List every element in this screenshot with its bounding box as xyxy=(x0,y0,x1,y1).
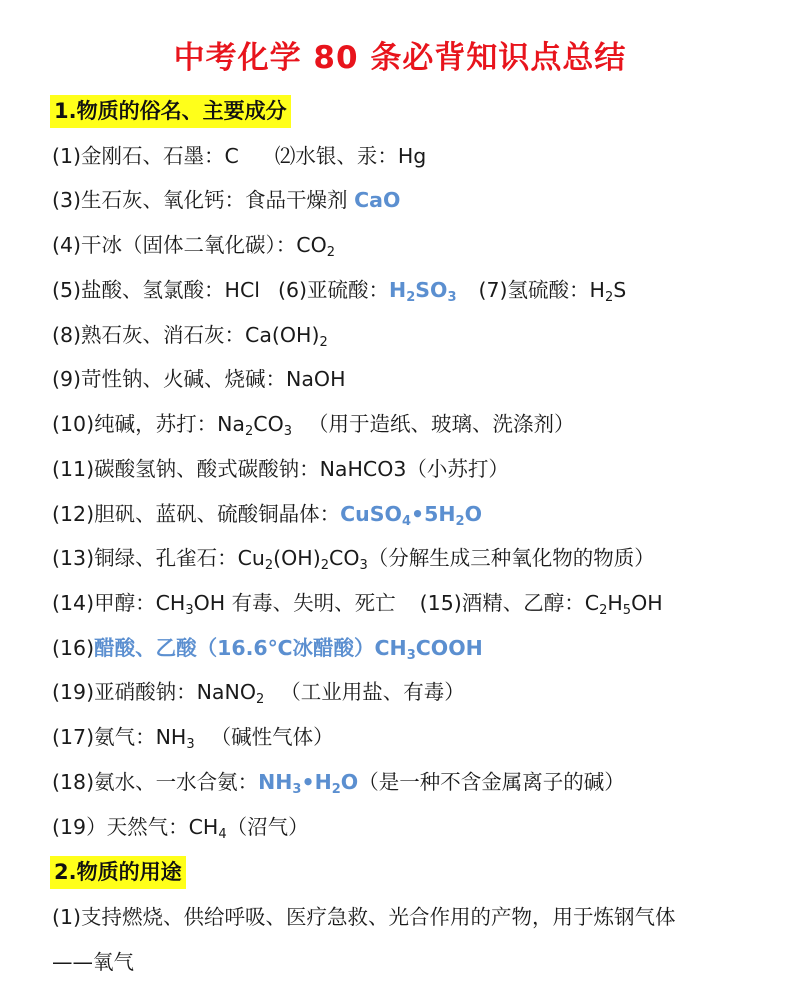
list-item xyxy=(52,454,509,484)
item-text: (17)氨气：NH xyxy=(52,725,187,749)
formula-highlight: CaO xyxy=(354,188,401,212)
list-item: (14)甲醇：$CH_3OH$ 有毒、失明、死亡 (15)酒精、乙醇：$C_2H_5OH$ xyxy=(52,591,663,618)
list-item: (19）天然气：$CH_4$（沼气） xyxy=(52,815,309,842)
list-item xyxy=(52,767,625,797)
formula-highlight: $H_2SO_3$ xyxy=(389,278,457,305)
item-text: (4)干冰（固体二氧化碳）：CO xyxy=(52,233,327,257)
formula-highlight: 醋酸、乙酸（16.6℃冰醋酸）$CH_3COOH$ xyxy=(94,636,483,663)
item-text: (9)苛性钠、火碱、烧碱：NaOH xyxy=(52,367,346,391)
list-item: (17)氨气：$NH_3$ （碱性气体） xyxy=(52,725,334,752)
list-item xyxy=(52,185,400,215)
item-text: (18)氨水、一水合氨： xyxy=(52,770,259,794)
page-title: 中考化学 80 条必背知识点总结 xyxy=(173,40,627,76)
item-text: (1)支持燃烧、供给呼吸、医疗急救、光合作用的产物，用于炼钢气体 xyxy=(52,905,676,929)
item-text: (14)甲醇：CH xyxy=(52,591,186,615)
list-item xyxy=(52,633,483,663)
list-item: (4)干冰（固体二氧化碳）：$CO_2$ xyxy=(52,233,336,260)
formula-highlight: $NH_3•H_2O$ xyxy=(258,770,359,797)
item-text: (7)氢硫酸：H xyxy=(478,278,605,302)
item-text: (6)亚硫酸： xyxy=(277,278,390,302)
item-text: (1)金刚石、石墨：C xyxy=(52,144,239,168)
item-text: (15)酒精、乙醇：C xyxy=(419,591,600,615)
item-text: ——氧气 xyxy=(52,950,134,974)
item-note: （分解生成三种氧化物的物质） xyxy=(367,546,655,570)
item-text: (5)盐酸、氢氯酸：HCl xyxy=(52,278,260,302)
item-text: ⑵水银、汞：Hg xyxy=(274,144,427,168)
list-item xyxy=(52,141,426,171)
list-item: (10)纯碱，苏打：$Na_2CO_3$ （用于造纸、玻璃、洗涤剂） xyxy=(52,412,575,439)
item-text: (10)纯碱，苏打：Na xyxy=(52,412,245,436)
item-text: (11)碳酸氢钠、酸式碳酸钠：NaHCO3（小苏打） xyxy=(52,457,509,481)
item-text: (3)生石灰、氧化钙：食品干燥剂 xyxy=(52,188,355,212)
item-text: (19)亚硝酸钠：NaNO xyxy=(52,680,256,704)
section-heading-common-names: 1.物质的俗名、主要成分 xyxy=(50,95,291,128)
item-note: （用于造纸、玻璃、洗涤剂） xyxy=(308,412,575,436)
item-text: (12)胆矾、蓝矾、硫酸铜晶体： xyxy=(52,502,341,526)
list-item xyxy=(52,364,346,394)
item-text: (19）天然气：CH xyxy=(52,815,219,839)
section-heading-uses: 2.物质的用途 xyxy=(50,856,186,889)
item-text: (13)铜绿、孔雀石：Cu xyxy=(52,546,265,570)
list-item xyxy=(52,499,482,529)
item-note: （工业用盐、有毒） xyxy=(280,680,465,704)
formula-highlight: $CuSO_4•5H_2O$ xyxy=(340,502,482,529)
list-item: (8)熟石灰、消石灰：$Ca(OH)_2$ xyxy=(52,323,328,350)
list-item: (5)盐酸、氢氯酸：HCl (6)亚硫酸：$H_2SO_3$ (7)氢硫酸：$H_2S$ xyxy=(52,278,627,305)
list-item xyxy=(52,902,676,932)
item-note: （是一种不含金属离子的碱） xyxy=(358,770,625,794)
item-note: （碱性气体） xyxy=(210,725,334,749)
list-item-continuation xyxy=(52,947,134,977)
item-text: (16) xyxy=(52,636,95,660)
item-text: (8)熟石灰、消石灰：Ca(OH) xyxy=(52,323,320,347)
item-note: （沼气） xyxy=(226,815,309,839)
list-item: (19)亚硝酸钠：NaNO$_2$ （工业用盐、有毒） xyxy=(52,680,465,707)
list-item: (13)铜绿、孔雀石：$Cu_2(OH)_2CO_3$（分解生成三种氧化物的物质） xyxy=(52,546,655,573)
